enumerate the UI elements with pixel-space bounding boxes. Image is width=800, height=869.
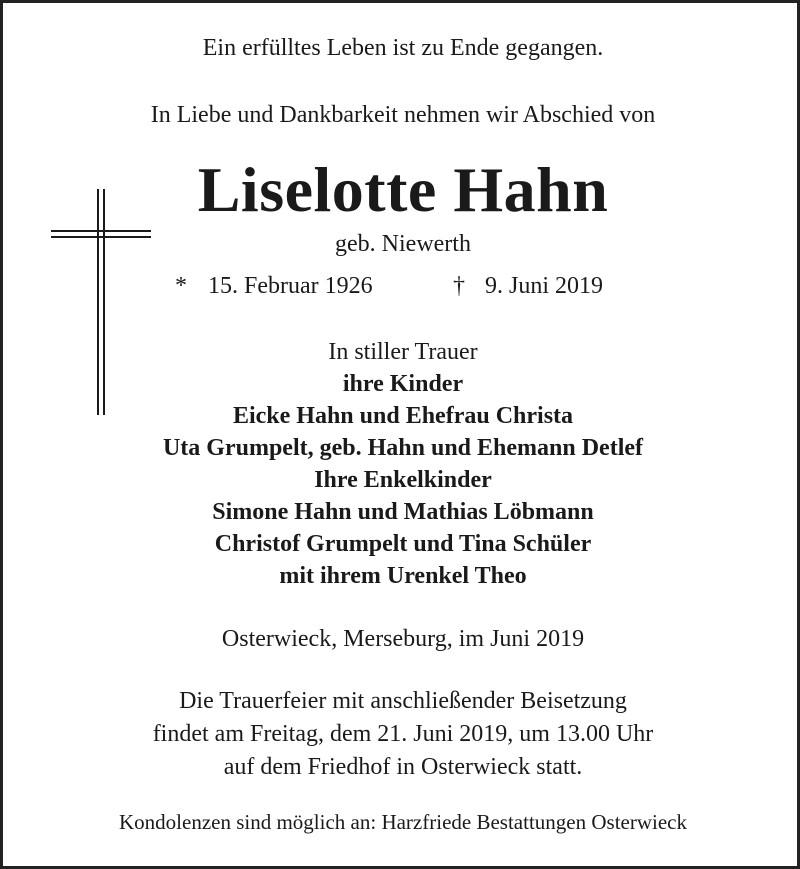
intro-line-2: In Liebe und Dankbarkeit nehmen wir Abschied von [150,102,656,128]
death-date: 9. Juni 2019 [485,273,604,299]
place-and-date: Osterwieck, Merseburg, im Juni 2019 [221,626,585,652]
deceased-name: Liselotte Hahn [197,154,609,225]
life-dates [3,271,800,301]
funeral-line-2: findet am Freitag, dem 21. Juni 2019, um 13.00 Uhr [152,721,654,747]
mourner-line: mit ihrem Urenkel Theo [279,563,527,589]
death-symbol: † [453,273,465,299]
mourner-line: Uta Grumpelt, geb. Hahn und Ehemann Detlef [162,435,644,461]
funeral-line-1: Die Trauerfeier mit anschließender Beisetzung [179,688,627,714]
mourner-line: Eicke Hahn und Ehefrau Christa [232,403,574,429]
funeral-line-3: auf dem Friedhof in Osterwieck statt. [223,754,583,780]
birth-date: 15. Februar 1926 [208,273,373,299]
mourner-line: Ihre Enkelkinder [314,467,492,493]
birth-name: geb. Niewerth [335,231,471,257]
mourners-intro: In stiller Trauer [328,339,478,365]
birth-symbol: * [175,273,187,299]
intro-line-1: Ein erfülltes Leben ist zu Ende gegangen. [202,35,604,61]
condolences-note: Kondolenzen sind möglich an: Harzfriede Bestattungen Osterwieck [119,810,687,834]
mourner-line: Christof Grumpelt und Tina Schüler [214,531,592,557]
mourner-line: Simone Hahn und Mathias Löbmann [212,499,594,525]
mourner-line: ihre Kinder [342,371,464,397]
